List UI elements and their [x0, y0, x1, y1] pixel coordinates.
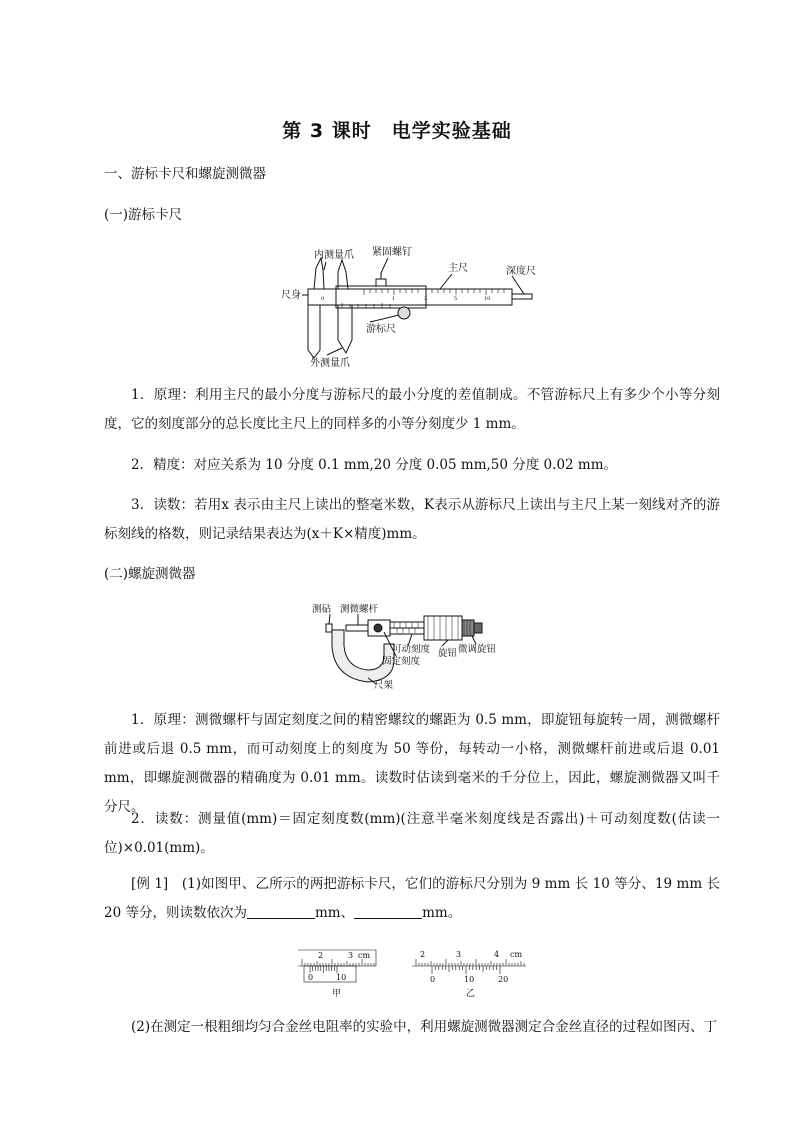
fig-b-main-tick: 3 — [456, 950, 462, 959]
answer-blank-2[interactable] — [354, 904, 422, 919]
caliper-reading: 3．读数：若用x 表示由主尺上读出的整毫米数，K表示从游标尺上读出与主尺上某一刻线对齐的游标刻线的格数，则记录结果表达为(x＋K×精度)mm。 — [104, 497, 720, 542]
micrometer-principle: 1．原理：测微螺杆与固定刻度之间的精密螺纹的螺距为 0.5 mm，即旋钮每旋转一周，测微螺杆前进或后退 0.5 mm，而可动刻度上的刻度为 50 等份，每转动一小格，测微螺杆前进或后退 0.01 mm，即螺旋测微器的精确度为 0.01 mm。读数时估读到毫米的千分位上，因此，螺旋测微器又叫千分尺。 — [104, 712, 720, 815]
fig-a-caption: 甲 — [332, 989, 342, 999]
label-frame: 尺架 — [374, 680, 394, 691]
caliper-principle: 1．原理：利用主尺的最小分度与游标尺的最小分度的差值制成。不管游标尺上有多少个小等分刻度，它的刻度部分的总长度比主尺上的同样多的小等分刻度少 1 mm。 — [104, 387, 720, 432]
fig-a-main-tick: 2 — [318, 951, 324, 960]
fig-b-vernier-tick: 0 — [430, 975, 436, 984]
subsection-micrometer: (二)螺旋测微器 — [104, 566, 196, 582]
label-inner-jaw: 内测量爪 — [314, 250, 354, 261]
label-thimble-scale: 可动刻度 — [392, 644, 431, 655]
svg-text:10: 10 — [484, 296, 491, 302]
label-body: 尺身 — [281, 290, 301, 301]
label-lock-screw: 紧固螺钉 — [372, 247, 412, 258]
label-sleeve-scale: 固定刻度 — [382, 656, 421, 667]
page-title: 第 3 课时 电学实验基础 — [282, 120, 512, 142]
label-fine-knob: 微调旋钮 — [458, 644, 497, 655]
fig-a-vernier-tick: 0 — [308, 973, 314, 982]
caliper-precision: 2．精度：对应关系为 10 分度 0.1 mm,20 分度 0.05 mm,50 分度 0.02 mm。 — [131, 457, 618, 473]
example-figure-a — [296, 946, 380, 1002]
fig-b-main-tick: 4 — [494, 950, 500, 959]
svg-text:5: 5 — [454, 296, 458, 302]
label-main-scale: 主尺 — [448, 263, 468, 274]
svg-text:1: 1 — [392, 296, 396, 302]
example-figure-b — [410, 946, 530, 1002]
example-question-1: (1)如图甲、乙所示的两把游标卡尺，它们的游标尺分别为 9 mm 长 10 等分、19 mm 长 20 等分，则读数依次为 — [104, 876, 721, 921]
fig-a-unit: cm — [358, 951, 371, 960]
fig-a-vernier-tick: 10 — [336, 973, 347, 982]
fig-b-unit: cm — [510, 950, 523, 959]
example-tag: [例 1] — [131, 876, 169, 892]
fig-b-main-tick: 2 — [420, 950, 426, 959]
label-knob: 旋钮 — [438, 648, 458, 659]
label-outer-jaw: 外测量爪 — [310, 358, 350, 369]
fig-a-main-tick: 3 — [348, 951, 354, 960]
fig-b-caption: 乙 — [466, 989, 476, 999]
label-vernier: 游标尺 — [366, 324, 396, 335]
section-heading: 一、游标卡尺和螺旋测微器 — [104, 166, 266, 182]
subsection-caliper: (一)游标卡尺 — [104, 207, 183, 223]
svg-text:2: 2 — [424, 296, 428, 302]
micrometer-reading: 2．读数：测量值(mm)＝固定刻度数(mm)(注意半毫米刻度线是否露出)＋可动刻度数(估读一位)×0.01(mm)。 — [104, 811, 720, 856]
label-depth-rod: 深度尺 — [506, 266, 536, 277]
fig-b-vernier-tick: 20 — [498, 975, 509, 984]
micrometer-figure — [312, 600, 502, 692]
vernier-caliper-figure — [280, 240, 550, 370]
answer-blank-1[interactable] — [247, 904, 315, 919]
fig-b-vernier-tick: 10 — [464, 975, 475, 984]
example-question-2: (2)在测定一根粗细均匀合金丝电阻率的实验中，利用螺旋测微器测定合金丝直径的过程如图丙、丁 — [131, 1019, 718, 1035]
label-anvil: 测砧 — [312, 604, 332, 615]
label-spindle: 测微螺杆 — [340, 604, 379, 615]
svg-text:0: 0 — [321, 296, 325, 302]
example-1: [例 1] (1)如图甲、乙所示的两把游标卡尺，它们的游标尺分别为 9 mm 长 10 等分、19 mm 长 20 等分，则读数依次为 mm、 mm。 — [104, 876, 721, 921]
